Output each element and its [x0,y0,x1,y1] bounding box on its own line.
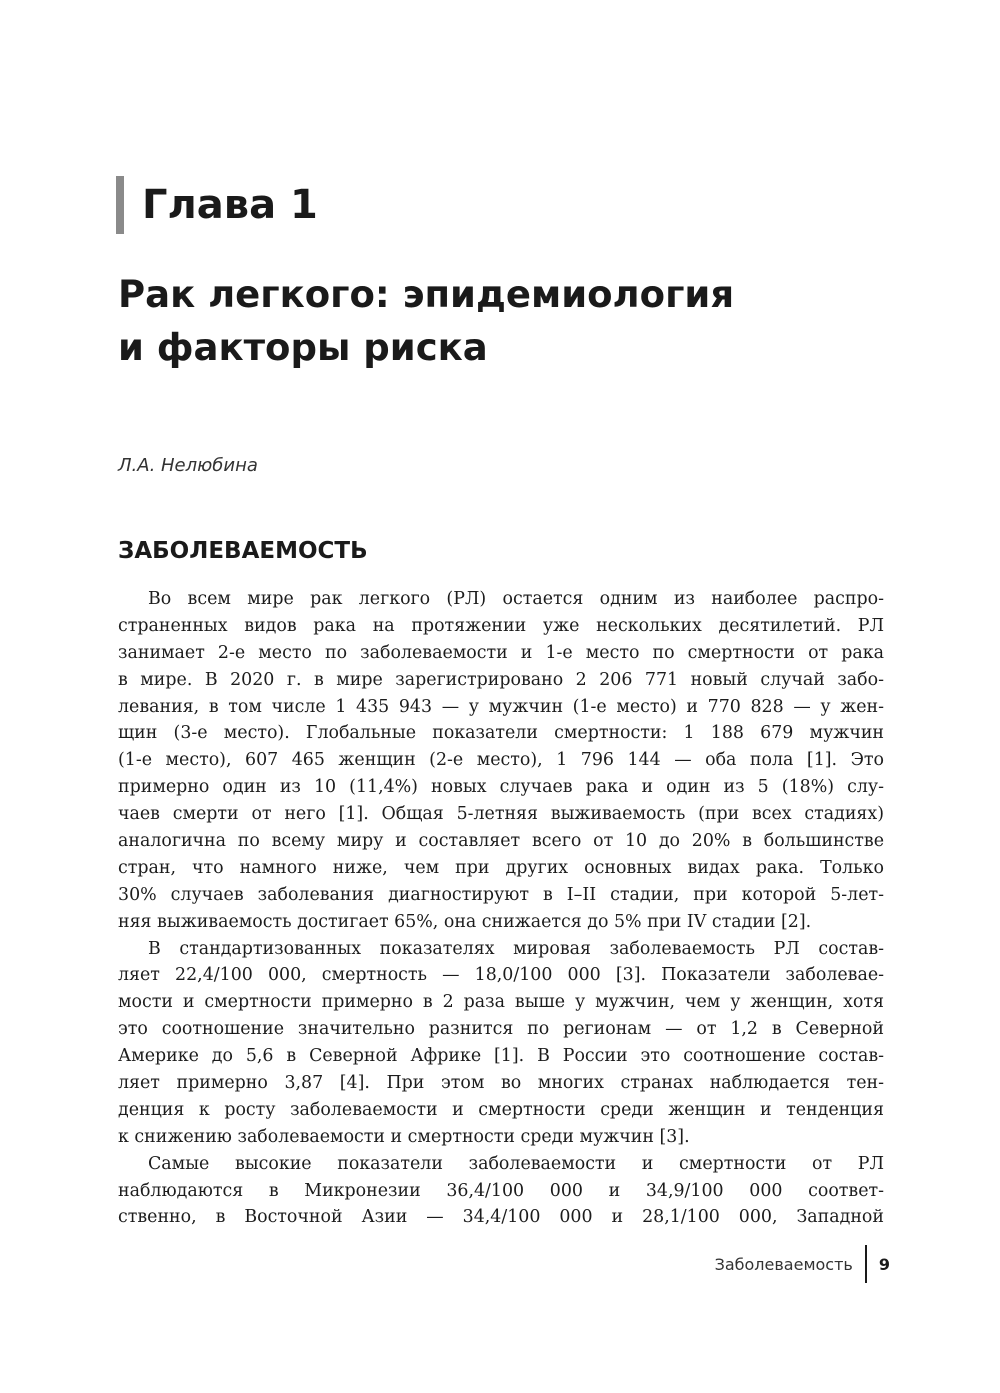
text-line: аналогична по всему миру и составляет всего от 10 до 20% в большинстве [118,831,884,852]
text-line: чаев смерти от него [1]. Общая 5-летняя выживаемость (при всех стадиях) [118,804,884,825]
text-line: (1-е место), 607 465 женщин (2-е место), 1 796 144 — оба пола [1]. Это [118,750,884,771]
chapter-heading [116,176,318,234]
text-line: в мире. В 2020 г. в мире зарегистрировано 2 206 771 новый случай забо- [118,669,884,690]
text-line: ляет 22,4/100 000, смертность — 18,0/100 000 [3]. Показатели заболевае- [118,965,884,986]
page-number: 9 [878,1254,890,1274]
text-line: Самые высокие показатели заболеваемости и смертности от РЛ [148,1153,884,1174]
chapter-title [118,268,878,374]
text-line: стран, что намного ниже, чем при других основных видах рака. Только [118,857,884,878]
text-line: занимает 2-е место по заболеваемости и 1-е место по смертности от рака [118,642,884,663]
text-line: няя выживаемость достигает 65%, она снижается до 5% при IV стадии [2]. [118,911,812,932]
chapter-label: Глава 1 [142,182,318,228]
text-line: левания, в том числе 1 435 943 — у мужчин (1-е место) и 770 828 — у жен- [118,696,884,717]
text-line: примерно один из 10 (11,4%) новых случаев рака и один из 5 (18%) слу- [118,777,884,798]
text-line: наблюдаются в Микронезии 36,4/100 000 и 34,9/100 000 соответ- [118,1180,884,1201]
text-line: Америке до 5,6 в Северной Африке [1]. В России это соотношение состав- [118,1046,884,1067]
body-text [118,586,884,1231]
text-line: это соотношение значительно разнится по регионам — от 1,2 в Северной [118,1019,884,1040]
author: Л.А. Нелюбина [118,455,258,476]
text-line: ляет примерно 3,87 [4]. При этом во многих странах наблюдается тен- [118,1073,884,1094]
chapter-bar [116,176,124,234]
running-footer-section: Заболеваемость [714,1254,853,1274]
text-line: 30% случаев заболевания диагностируют в I–II стадии, при которой 5-лет- [118,884,884,905]
section-heading: ЗАБОЛЕВАЕМОСТЬ [118,538,368,564]
chapter-title-line: Рак легкого: эпидемиология [118,273,735,316]
text-line: ственно, в Восточной Азии — 34,4/100 000 и 28,1/100 000, Западной [118,1207,884,1228]
text-line: мости и смертности примерно в 2 раза выше у мужчин, чем у женщин, хотя [118,992,884,1013]
page-footer [715,1245,890,1283]
text-line: Во всем мире рак легкого (РЛ) остается одним из наиболее распро- [148,589,884,609]
chapter-title-line: и факторы риска [118,326,488,369]
text-line: щин (3-е место). Глобальные показатели смертности: 1 188 679 мужчин [118,723,884,744]
text-line: к снижению заболеваемости и смертности среди мужчин [3]. [118,1126,690,1147]
text-line: страненных видов рака на протяжении уже нескольких десятилетий. РЛ [118,615,884,636]
text-line: В стандартизованных показателях мировая заболеваемость РЛ состав- [148,938,884,959]
text-line: денция к росту заболеваемости и смертности среди женщин и тенденция [118,1099,884,1120]
